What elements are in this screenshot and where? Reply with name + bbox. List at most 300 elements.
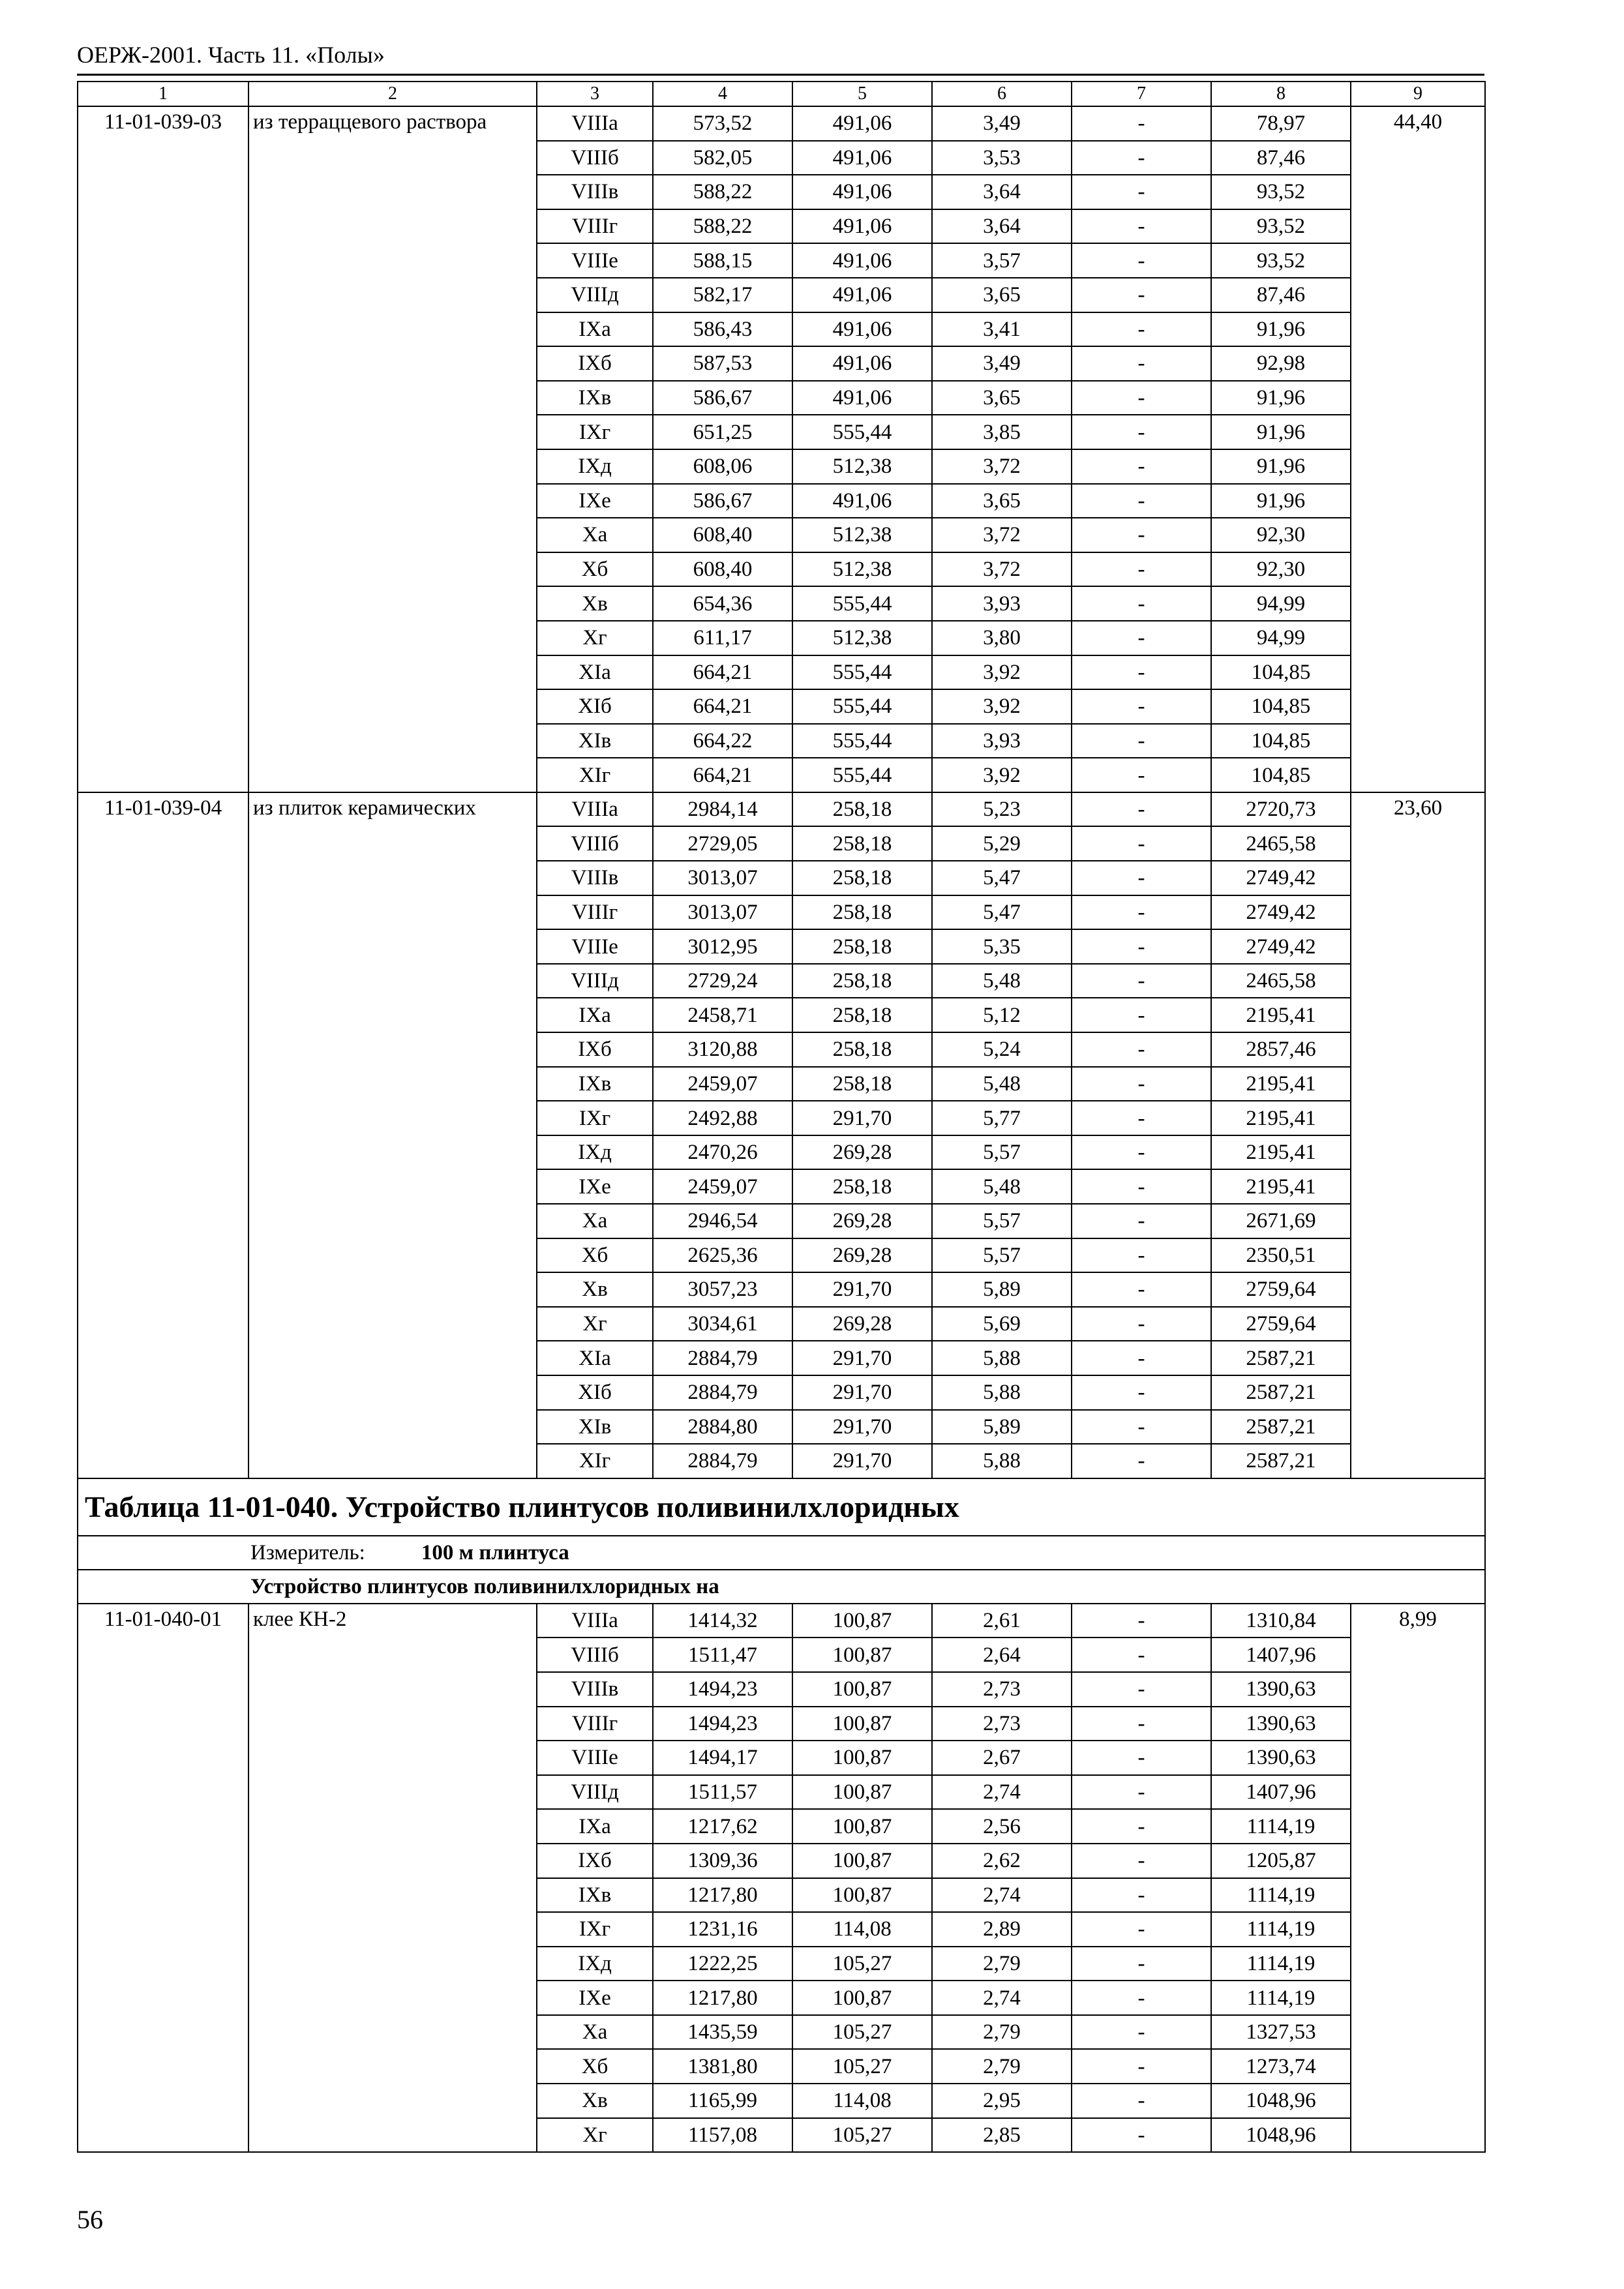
- total-cost: 1511,47: [653, 1638, 792, 1672]
- material-cost: 92,98: [1211, 346, 1351, 381]
- table-row: [78, 792, 1485, 827]
- total-cost: 3034,61: [653, 1307, 792, 1341]
- wage-cost: 555,44: [792, 724, 932, 758]
- column-number-row: [78, 82, 1485, 106]
- wage-cost: 512,38: [792, 449, 932, 484]
- machine-cost: 5,35: [932, 929, 1072, 964]
- material-cost: 91,96: [1211, 449, 1351, 484]
- machine-cost: 5,23: [932, 792, 1072, 827]
- zone-code: Xг: [537, 1307, 653, 1341]
- total-cost: 2884,79: [653, 1444, 792, 1478]
- wage-cost: 491,06: [792, 175, 932, 209]
- total-cost: 664,21: [653, 689, 792, 724]
- material-cost: 2465,58: [1211, 964, 1351, 998]
- zone-code: XIб: [537, 689, 653, 724]
- total-cost: 2884,79: [653, 1375, 792, 1410]
- zone-code: XIа: [537, 655, 653, 690]
- zone-code: VIIIг: [537, 1707, 653, 1741]
- zone-code: IXе: [537, 1981, 653, 2015]
- material-cost: 92,30: [1211, 518, 1351, 552]
- machine-cost: 3,49: [932, 106, 1072, 141]
- machine-cost: 5,77: [932, 1101, 1072, 1135]
- zone-code: IXг: [537, 1912, 653, 1947]
- total-cost: 608,06: [653, 449, 792, 484]
- total-cost: 587,53: [653, 346, 792, 381]
- wage-cost: 555,44: [792, 586, 932, 621]
- zone-code: IXе: [537, 484, 653, 518]
- total-cost: 2729,24: [653, 964, 792, 998]
- driver-wage: -: [1072, 346, 1211, 381]
- driver-wage: -: [1072, 998, 1211, 1032]
- zone-code: IXв: [537, 381, 653, 415]
- zone-code: XIг: [537, 1444, 653, 1478]
- material-cost: 91,96: [1211, 381, 1351, 415]
- total-cost: 588,22: [653, 209, 792, 244]
- zone-code: VIIIг: [537, 209, 653, 244]
- zone-code: VIIIв: [537, 861, 653, 895]
- wage-cost: 291,70: [792, 1444, 932, 1478]
- driver-wage: -: [1072, 1272, 1211, 1307]
- machine-cost: 5,57: [932, 1204, 1072, 1238]
- material-cost: 91,96: [1211, 484, 1351, 518]
- zone-code: Xв: [537, 2084, 653, 2118]
- machine-cost: 2,61: [932, 1604, 1072, 1638]
- driver-wage: -: [1072, 1067, 1211, 1101]
- material-cost: 87,46: [1211, 278, 1351, 312]
- wage-cost: 269,28: [792, 1204, 932, 1238]
- total-cost: 588,15: [653, 243, 792, 278]
- column-number: 4: [653, 82, 792, 106]
- column-number: 6: [932, 82, 1072, 106]
- zone-code: VIIIб: [537, 1638, 653, 1672]
- material-cost: 78,97: [1211, 106, 1351, 141]
- total-cost: 582,05: [653, 141, 792, 175]
- zone-code: IXв: [537, 1067, 653, 1101]
- material-cost: 2465,58: [1211, 826, 1351, 861]
- material-cost: 2749,42: [1211, 895, 1351, 930]
- driver-wage: -: [1072, 243, 1211, 278]
- driver-wage: -: [1072, 2049, 1211, 2084]
- running-header: ОЕРЖ-2001. Часть 11. «Полы»: [77, 42, 385, 68]
- driver-wage: -: [1072, 449, 1211, 484]
- material-cost: 2587,21: [1211, 1375, 1351, 1410]
- zone-code: IXб: [537, 1844, 653, 1878]
- meter-value: 100 м плинтуса: [421, 1540, 569, 1564]
- material-cost: 2350,51: [1211, 1238, 1351, 1273]
- machine-cost: 2,56: [932, 1809, 1072, 1844]
- material-cost: 94,99: [1211, 621, 1351, 655]
- total-cost: 2984,14: [653, 792, 792, 827]
- machine-cost: 3,80: [932, 621, 1072, 655]
- machine-cost: 5,47: [932, 895, 1072, 930]
- total-cost: 1494,23: [653, 1707, 792, 1741]
- wage-cost: 105,27: [792, 1947, 932, 1981]
- wage-cost: 100,87: [792, 1878, 932, 1913]
- material-cost: 2749,42: [1211, 861, 1351, 895]
- driver-wage: -: [1072, 655, 1211, 690]
- machine-cost: 3,92: [932, 655, 1072, 690]
- material-cost: 1048,96: [1211, 2084, 1351, 2118]
- material-cost: 104,85: [1211, 724, 1351, 758]
- machine-cost: 3,64: [932, 175, 1072, 209]
- machine-cost: 2,95: [932, 2084, 1072, 2118]
- zone-code: IXв: [537, 1878, 653, 1913]
- material-cost: 1390,63: [1211, 1741, 1351, 1775]
- total-cost: 1309,36: [653, 1844, 792, 1878]
- material-cost: 104,85: [1211, 655, 1351, 690]
- machine-cost: 3,93: [932, 586, 1072, 621]
- total-cost: 608,40: [653, 552, 792, 587]
- zone-code: VIIIб: [537, 141, 653, 175]
- driver-wage: -: [1072, 2015, 1211, 2050]
- header-rule: [77, 74, 1484, 76]
- wage-cost: 291,70: [792, 1375, 932, 1410]
- driver-wage: -: [1072, 552, 1211, 587]
- total-cost: 2884,79: [653, 1341, 792, 1375]
- driver-wage: -: [1072, 1204, 1211, 1238]
- driver-wage: -: [1072, 1981, 1211, 2015]
- zone-code: VIIIг: [537, 895, 653, 930]
- wage-cost: 555,44: [792, 415, 932, 449]
- total-cost: 2459,07: [653, 1067, 792, 1101]
- material-cost: 2195,41: [1211, 1101, 1351, 1135]
- machine-cost: 2,67: [932, 1741, 1072, 1775]
- total-cost: 1217,62: [653, 1809, 792, 1844]
- wage-cost: 105,27: [792, 2015, 932, 2050]
- machine-cost: 2,79: [932, 2015, 1072, 2050]
- wage-cost: 114,08: [792, 2084, 932, 2118]
- subheading: Устройство плинтусов поливинилхлоридных на: [78, 1570, 1485, 1604]
- zone-code: VIIIе: [537, 929, 653, 964]
- wage-cost: 258,18: [792, 998, 932, 1032]
- wage-cost: 555,44: [792, 655, 932, 690]
- machine-cost: 3,65: [932, 278, 1072, 312]
- total-cost: 573,52: [653, 106, 792, 141]
- zone-code: Xг: [537, 2118, 653, 2153]
- rate-code: 11-01-039-03: [78, 106, 248, 792]
- wage-cost: 114,08: [792, 1912, 932, 1947]
- zone-code: Xа: [537, 518, 653, 552]
- driver-wage: -: [1072, 826, 1211, 861]
- wage-cost: 100,87: [792, 1672, 932, 1707]
- zone-code: XIв: [537, 1410, 653, 1444]
- wage-cost: 491,06: [792, 381, 932, 415]
- material-cost: 1114,19: [1211, 1809, 1351, 1844]
- driver-wage: -: [1072, 1741, 1211, 1775]
- wage-cost: 100,87: [792, 1809, 932, 1844]
- total-cost: 608,40: [653, 518, 792, 552]
- driver-wage: -: [1072, 106, 1211, 141]
- total-cost: 3057,23: [653, 1272, 792, 1307]
- wage-cost: 258,18: [792, 861, 932, 895]
- total-cost: 1435,59: [653, 2015, 792, 2050]
- wage-cost: 512,38: [792, 552, 932, 587]
- zone-code: VIIIа: [537, 792, 653, 827]
- machine-cost: 2,74: [932, 1878, 1072, 1913]
- wage-cost: 100,87: [792, 1638, 932, 1672]
- wage-cost: 100,87: [792, 1741, 932, 1775]
- machine-cost: 2,85: [932, 2118, 1072, 2153]
- material-cost: 2195,41: [1211, 998, 1351, 1032]
- zone-code: IXе: [537, 1169, 653, 1204]
- column-number: 1: [78, 82, 248, 106]
- zone-code: Xа: [537, 2015, 653, 2050]
- zone-code: IXд: [537, 1135, 653, 1170]
- section-header: [78, 1478, 1485, 1604]
- zone-code: Xв: [537, 1272, 653, 1307]
- wage-cost: 269,28: [792, 1135, 932, 1170]
- material-cost: 93,52: [1211, 175, 1351, 209]
- total-cost: 1494,17: [653, 1741, 792, 1775]
- zone-code: IXб: [537, 346, 653, 381]
- material-cost: 2759,64: [1211, 1272, 1351, 1307]
- material-cost: 2720,73: [1211, 792, 1351, 827]
- material-cost: 1273,74: [1211, 2049, 1351, 2084]
- meter-cell: [78, 1536, 1485, 1570]
- machine-cost: 2,64: [932, 1638, 1072, 1672]
- machine-cost: 3,72: [932, 552, 1072, 587]
- wage-cost: 258,18: [792, 929, 932, 964]
- material-cost: 2749,42: [1211, 929, 1351, 964]
- machine-cost: 5,88: [932, 1341, 1072, 1375]
- machine-cost: 5,88: [932, 1444, 1072, 1478]
- rate-code: 11-01-040-01: [78, 1604, 248, 2153]
- labor-cost: 44,40: [1351, 106, 1485, 792]
- zone-code: XIа: [537, 1341, 653, 1375]
- material-cost: 87,46: [1211, 141, 1351, 175]
- wage-cost: 291,70: [792, 1410, 932, 1444]
- wage-cost: 258,18: [792, 792, 932, 827]
- zone-code: Xа: [537, 1204, 653, 1238]
- material-cost: 1048,96: [1211, 2118, 1351, 2153]
- wage-cost: 491,06: [792, 106, 932, 141]
- wage-cost: 100,87: [792, 1604, 932, 1638]
- driver-wage: -: [1072, 175, 1211, 209]
- zone-code: VIIIа: [537, 106, 653, 141]
- total-cost: 1217,80: [653, 1981, 792, 2015]
- wage-cost: 491,06: [792, 141, 932, 175]
- driver-wage: -: [1072, 621, 1211, 655]
- material-cost: 2759,64: [1211, 1307, 1351, 1341]
- total-cost: 1511,57: [653, 1775, 792, 1810]
- zone-code: XIв: [537, 724, 653, 758]
- machine-cost: 3,41: [932, 312, 1072, 347]
- machine-cost: 3,92: [932, 758, 1072, 792]
- wage-cost: 105,27: [792, 2118, 932, 2153]
- driver-wage: -: [1072, 895, 1211, 930]
- wage-cost: 291,70: [792, 1272, 932, 1307]
- driver-wage: -: [1072, 1775, 1211, 1810]
- material-cost: 104,85: [1211, 689, 1351, 724]
- machine-cost: 3,92: [932, 689, 1072, 724]
- section-title-row: [78, 1478, 1485, 1536]
- driver-wage: -: [1072, 1444, 1211, 1478]
- material-cost: 1390,63: [1211, 1672, 1351, 1707]
- driver-wage: -: [1072, 1307, 1211, 1341]
- total-cost: 586,67: [653, 381, 792, 415]
- material-cost: 2587,21: [1211, 1410, 1351, 1444]
- material-cost: 2587,21: [1211, 1444, 1351, 1478]
- total-cost: 664,22: [653, 724, 792, 758]
- driver-wage: -: [1072, 1410, 1211, 1444]
- total-cost: 1414,32: [653, 1604, 792, 1638]
- wage-cost: 512,38: [792, 518, 932, 552]
- machine-cost: 5,57: [932, 1238, 1072, 1273]
- driver-wage: -: [1072, 1844, 1211, 1878]
- total-cost: 1222,25: [653, 1947, 792, 1981]
- machine-cost: 5,12: [932, 998, 1072, 1032]
- zone-code: VIIIв: [537, 175, 653, 209]
- material-cost: 1327,53: [1211, 2015, 1351, 2050]
- material-cost: 2671,69: [1211, 1204, 1351, 1238]
- zone-code: IXа: [537, 1809, 653, 1844]
- total-cost: 1494,23: [653, 1672, 792, 1707]
- wage-cost: 491,06: [792, 243, 932, 278]
- zone-code: VIIIе: [537, 1741, 653, 1775]
- driver-wage: -: [1072, 724, 1211, 758]
- zone-code: VIIIд: [537, 278, 653, 312]
- driver-wage: -: [1072, 1169, 1211, 1204]
- column-number: 3: [537, 82, 653, 106]
- driver-wage: -: [1072, 1341, 1211, 1375]
- zone-code: IXб: [537, 1032, 653, 1067]
- zone-code: VIIIв: [537, 1672, 653, 1707]
- total-cost: 651,25: [653, 415, 792, 449]
- zone-code: Xв: [537, 586, 653, 621]
- zone-code: VIIIб: [537, 826, 653, 861]
- machine-cost: 3,72: [932, 518, 1072, 552]
- zone-code: IXд: [537, 1947, 653, 1981]
- machine-cost: 3,65: [932, 381, 1072, 415]
- zone-code: XIб: [537, 1375, 653, 1410]
- zone-code: Xб: [537, 552, 653, 587]
- wage-cost: 555,44: [792, 689, 932, 724]
- total-cost: 1157,08: [653, 2118, 792, 2153]
- total-cost: 1217,80: [653, 1878, 792, 1913]
- driver-wage: -: [1072, 1707, 1211, 1741]
- total-cost: 3120,88: [653, 1032, 792, 1067]
- total-cost: 3013,07: [653, 895, 792, 930]
- material-cost: 1407,96: [1211, 1775, 1351, 1810]
- driver-wage: -: [1072, 2118, 1211, 2153]
- meter-row: [78, 1536, 1485, 1570]
- machine-cost: 2,79: [932, 2049, 1072, 2084]
- machine-cost: 5,89: [932, 1272, 1072, 1307]
- wage-cost: 269,28: [792, 1307, 932, 1341]
- machine-cost: 3,64: [932, 209, 1072, 244]
- wage-cost: 291,70: [792, 1341, 932, 1375]
- material-cost: 1114,19: [1211, 1981, 1351, 2015]
- wage-cost: 258,18: [792, 1067, 932, 1101]
- machine-cost: 2,74: [932, 1981, 1072, 2015]
- driver-wage: -: [1072, 1947, 1211, 1981]
- column-number: 2: [248, 82, 537, 106]
- driver-wage: -: [1072, 1032, 1211, 1067]
- zone-code: IXа: [537, 998, 653, 1032]
- material-cost: 2857,46: [1211, 1032, 1351, 1067]
- machine-cost: 5,69: [932, 1307, 1072, 1341]
- material-cost: 2195,41: [1211, 1135, 1351, 1170]
- material-cost: 1310,84: [1211, 1604, 1351, 1638]
- wage-cost: 100,87: [792, 1981, 932, 2015]
- machine-cost: 5,29: [932, 826, 1072, 861]
- total-cost: 1381,80: [653, 2049, 792, 2084]
- machine-cost: 3,57: [932, 243, 1072, 278]
- material-cost: 2195,41: [1211, 1169, 1351, 1204]
- material-cost: 2587,21: [1211, 1341, 1351, 1375]
- wage-cost: 100,87: [792, 1844, 932, 1878]
- table-row: [78, 106, 1485, 141]
- total-cost: 588,22: [653, 175, 792, 209]
- total-cost: 3013,07: [653, 861, 792, 895]
- driver-wage: -: [1072, 1912, 1211, 1947]
- machine-cost: 2,73: [932, 1707, 1072, 1741]
- total-cost: 586,43: [653, 312, 792, 347]
- driver-wage: -: [1072, 2084, 1211, 2118]
- wage-cost: 258,18: [792, 826, 932, 861]
- wage-cost: 258,18: [792, 895, 932, 930]
- zone-code: VIIIе: [537, 243, 653, 278]
- driver-wage: -: [1072, 689, 1211, 724]
- zone-code: Xб: [537, 2049, 653, 2084]
- wage-cost: 100,87: [792, 1707, 932, 1741]
- zone-code: IXг: [537, 1101, 653, 1135]
- material-cost: 92,30: [1211, 552, 1351, 587]
- wage-cost: 491,06: [792, 484, 932, 518]
- table-body-part-2: [78, 1604, 1485, 2153]
- machine-cost: 5,24: [932, 1032, 1072, 1067]
- driver-wage: -: [1072, 1135, 1211, 1170]
- total-cost: 2492,88: [653, 1101, 792, 1135]
- material-cost: 104,85: [1211, 758, 1351, 792]
- driver-wage: -: [1072, 964, 1211, 998]
- zone-code: XIг: [537, 758, 653, 792]
- total-cost: 2459,07: [653, 1169, 792, 1204]
- total-cost: 3012,95: [653, 929, 792, 964]
- zone-code: Xг: [537, 621, 653, 655]
- machine-cost: 2,62: [932, 1844, 1072, 1878]
- wage-cost: 105,27: [792, 2049, 932, 2084]
- driver-wage: -: [1072, 381, 1211, 415]
- driver-wage: -: [1072, 1101, 1211, 1135]
- driver-wage: -: [1072, 1604, 1211, 1638]
- driver-wage: -: [1072, 1672, 1211, 1707]
- driver-wage: -: [1072, 312, 1211, 347]
- meter-label: Измеритель:: [250, 1540, 365, 1564]
- material-cost: 94,99: [1211, 586, 1351, 621]
- labor-cost: 23,60: [1351, 792, 1485, 1478]
- work-name: из плиток керамических: [248, 792, 537, 1478]
- zone-code: IXд: [537, 449, 653, 484]
- machine-cost: 3,49: [932, 346, 1072, 381]
- zone-code: VIIIд: [537, 1775, 653, 1810]
- machine-cost: 3,93: [932, 724, 1072, 758]
- section-title: Таблица 11-01-040. Устройство плинтусов поливинилхлоридных: [78, 1478, 1485, 1536]
- table-row: [78, 1604, 1485, 1638]
- total-cost: 2946,54: [653, 1204, 792, 1238]
- zone-code: IXа: [537, 312, 653, 347]
- column-number: 7: [1072, 82, 1211, 106]
- driver-wage: -: [1072, 929, 1211, 964]
- machine-cost: 3,72: [932, 449, 1072, 484]
- wage-cost: 491,06: [792, 209, 932, 244]
- material-cost: 1114,19: [1211, 1912, 1351, 1947]
- material-cost: 1114,19: [1211, 1947, 1351, 1981]
- total-cost: 654,36: [653, 586, 792, 621]
- wage-cost: 258,18: [792, 1032, 932, 1067]
- wage-cost: 258,18: [792, 964, 932, 998]
- machine-cost: 5,89: [932, 1410, 1072, 1444]
